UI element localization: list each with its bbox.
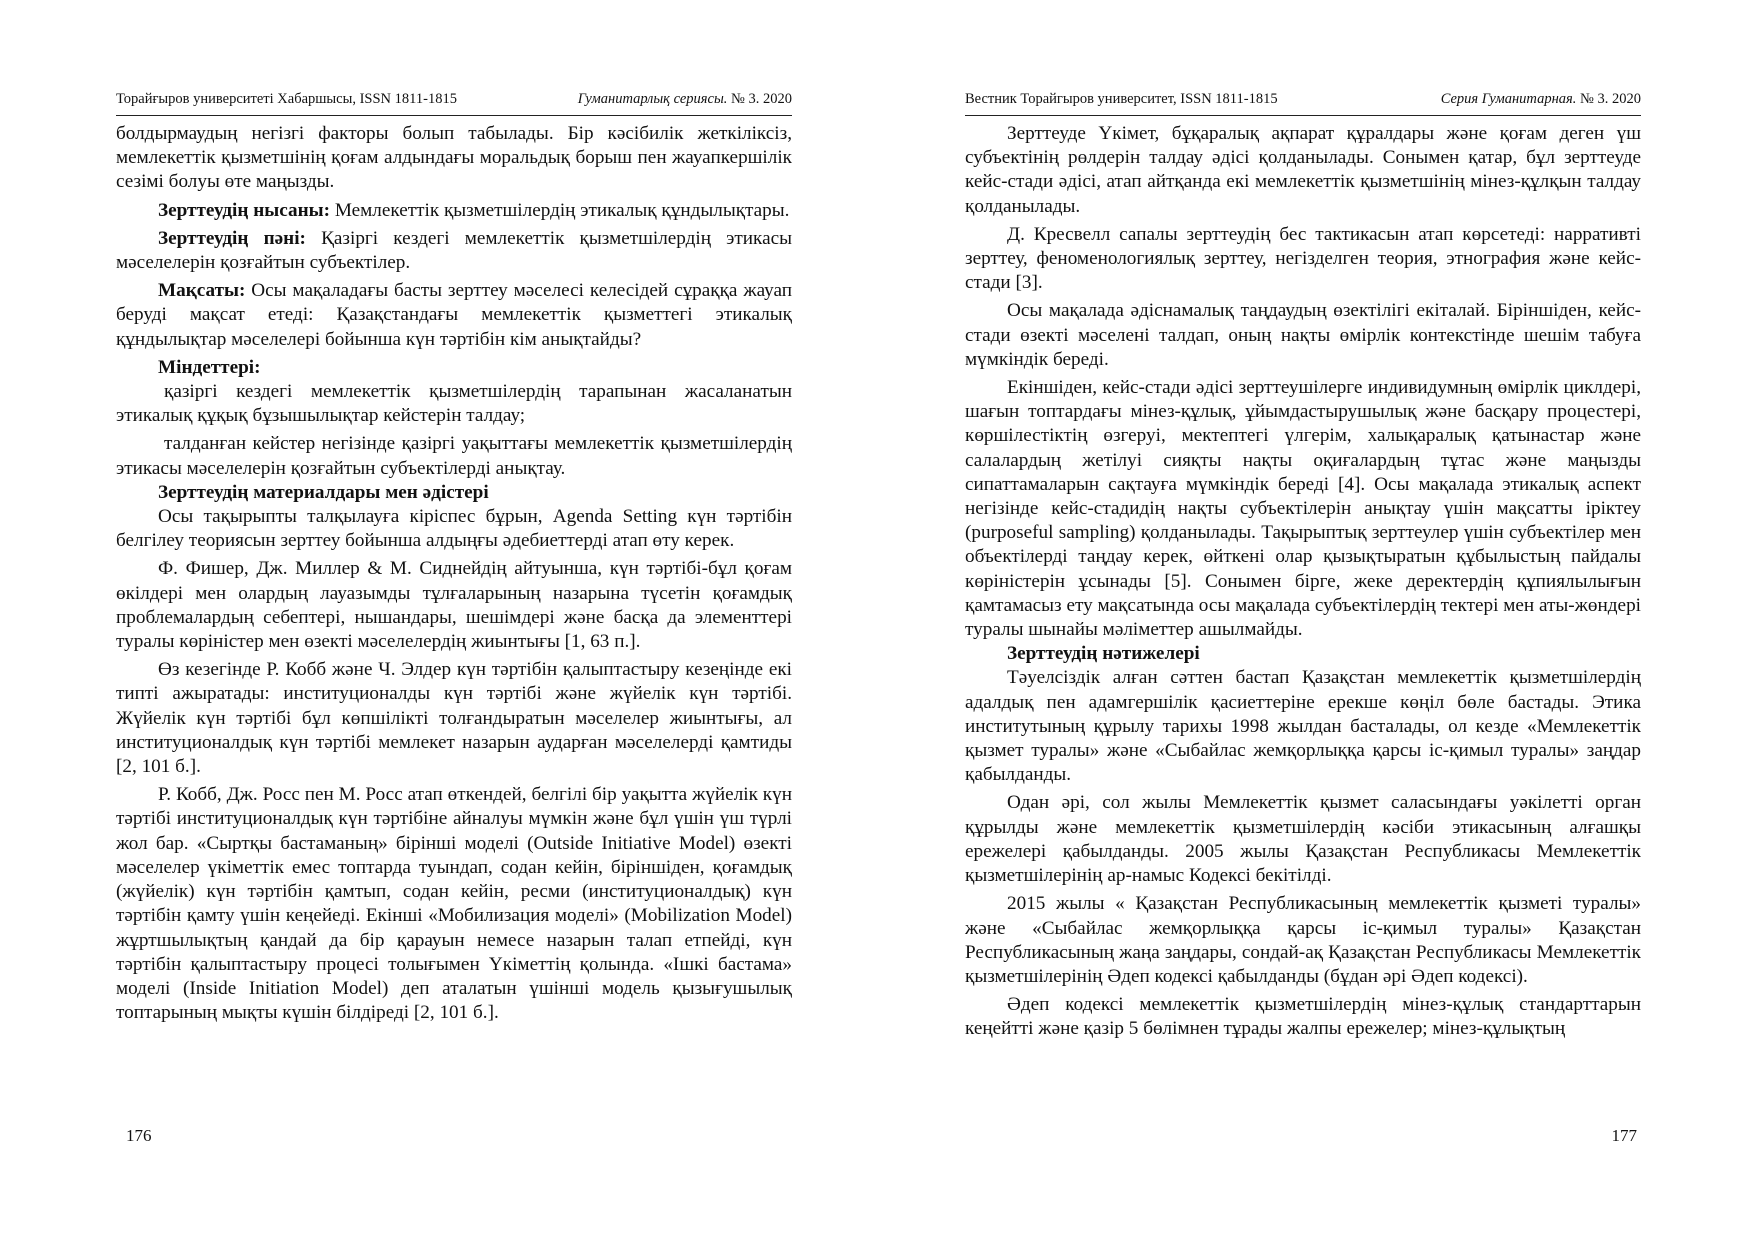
paragraph: Екіншіден, кейс-стади әдісі зерттеушілерге индивидумның өмірлік циклдері, шағын топтардағы мінез-құлық, ұйымдастырушылық және басқару процестері, көршілестіктің өзгеруі, мектептегі үлгерім, халықаралық қатынастар және салалардың жетілуі сияқты нақты оқиғалардың тұтас және маңызды сипаттамаларын сақтауға мүмкіндік береді [4]. Осы мақалада этикалық аспект негізінде кейс-стадидің нақты субъектілерін анықтау үшін мақсатты іріктеу (purposeful sampling) қолданылады. Тақырыптық зерттеулер үшін субъектілер мен объектілерді таңдау керек, өйткені олар қызықтыратын құбылыстың пайдалы көріністерін ұсынады [5]. Сонымен бірге, жеке деректердің құпиялылығын қамтамасыз ету мақсатында осы мақалада субъектілердің тектері мен аты-жөндері туралы шынайы мәліметтер ашылмайды. <box>965 377 1641 641</box>
bold-label: Зерттеудің пәні: <box>158 227 306 249</box>
running-header <box>116 91 792 116</box>
paragraph: Одан әрі, сол жылы Мемлекеттік қызмет саласындағы уәкілетті орган құрылды және мемлекеттік қызметшілердің кәсіби этикасының алғашқы ережелері қабылданды. 2005 жылы Қазақстан Республикасы Мемлекеттік қызметшілерінің ар-намыс Кодексі бекітілді. <box>965 792 1641 887</box>
issue-number: № 3. 2020 <box>1576 91 1641 107</box>
paragraph: Осы тақырыпты талқылауға кіріспес бұрын, Agenda Setting күн тәртібін белгілеу теориясын зерттеу бойынша алдыңғы әдебиеттерді атап өту керек. <box>116 506 792 552</box>
section-heading: Зерттеудің нәтижелері <box>1007 643 1200 665</box>
running-header <box>965 91 1641 116</box>
left-page <box>116 0 792 1241</box>
paragraph: 2015 жылы « Қазақстан Республикасының мемлекеттік қызметі туралы» және «Сыбайлас жемқорлыққа қарсы іс-қимыл туралы» Қазақстан Республикасының жаңа заңдары, сондай-ақ Қазақстан Республикасы Мемлекеттік қызметшілерінің Әдеп кодексі қабылданды (бұдан әрі Әдеп кодексі). <box>965 893 1641 987</box>
page-body <box>965 122 1641 1042</box>
paragraph: Зерттеудің нысаны: Мемлекеттік қызметшілердің этикалық құндылықтары. <box>158 199 790 221</box>
paragraph: Өз кезегінде Р. Кобб және Ч. Элдер күн тәртібін қалыптастыру кезеңінде екі типті ажыратады: институционалды күн тәртібі және жүйелік күн тәртібі. Жүйелік күн тәртібі бұл көпшілікті толғандыратын мәселелер жиынтығы, ал институционалдық күн тәртібі мемлекет назарын аударған мәселелерді қамтиды [2, 101 б.]. <box>116 659 792 778</box>
paragraph: Ф. Фишер, Дж. Миллер & М. Сиднейдің айтуынша, күн тәртібі-бұл қоғам өкілдері мен олардың лауазымды тұлғаларының назарына түсетін қоғамдық проблемалардың себептері, нышандары, шешімдері және басқа да элементтері туралы көріністер мен өзекті мәселелердің жиынтығы [1, 63 п.]. <box>116 558 792 653</box>
page-number: 176 <box>126 1126 152 1145</box>
series-name: Серия Гуманитарная. <box>1440 91 1577 107</box>
paragraph: Д. Кресвелл сапалы зерттеудің бес тактикасын атап көрсетеді: нарративті зерттеу, феноменологиялық зерттеу, негізделген теория, этнография және кейс-стади [3]. <box>965 223 1641 294</box>
section-heading: Зерттеудің материалдары мен әдістері <box>158 481 489 503</box>
paragraph: Осы мақалада әдіснамалық таңдаудың өзектілігі екіталай. Біріншіден, кейс-стади өзекті мәселені талдап, оның нақты өмірлік контекстінде шешім табуға мүмкіндік береді. <box>965 300 1641 370</box>
issue-number: № 3. 2020 <box>727 91 792 107</box>
section-heading: Міндеттері: <box>158 356 261 378</box>
page-body <box>116 122 792 1025</box>
paragraph: Р. Кобб, Дж. Росс пен М. Росс атап өткендей, белгілі бір уақытта жүйелік күн тәртібі институционалдық күн тәртібіне айналуы мүмкін және бұл үшін үш түрлі жол бар. «Сыртқы бастаманың» бірінші моделі (Outside Initiative Model) өзекті мәселелер үкіметтік емес топтарда туындап, содан кейін, біріншіден, қоғамдық (жүйелік) күн тәртібін қамтып, содан кейін, ресми (институционалдық) күн тәртібін қамту үшін кеңейеді. Екінші «Мобилизация моделі» (Mobilization Model) жұртшылықтың қандай да бір қарауын немесе назарын талап етпейді, күн тәртібін қалыптастыру процесі толығымен Үкіметтің қолында. «Ішкі бастама» моделі (Inside Initiation Model) деп аталатын үшінші модель қызығушылық топтарының мықты күшін білдіреді [2, 101 б.]. <box>116 784 792 1024</box>
series-info <box>578 91 792 108</box>
list-item: талданған кейстер негізінде қазіргі уақыттағы мемлекеттік қызметшілердің этикасы мәселелерін қозғайтын субъектілерді анықтау. <box>116 433 792 479</box>
page-number: 177 <box>1611 1126 1637 1145</box>
series-name: Гуманитарлық сериясы. <box>577 91 728 107</box>
paragraph: болдырмаудың негізгі факторы болып табылады. Бір кәсібилік жеткіліксіз, мемлекеттік қызметшінің қоғам алдындағы моральдық борыш пен жауапкершілік сезімі болуы өте маңызды. <box>116 123 792 193</box>
series-info <box>1441 91 1641 108</box>
list-item: қазіргі кездегі мемлекеттік қызметшілердің тарапынан жасаланатын этикалық құқық бұзышылықтар кейстерін талдау; <box>116 381 792 427</box>
paragraph: Тәуелсіздік алған сәттен бастап Қазақстан мемлекеттік қызметшілердің адалдық пен адамгершілік қасиеттеріне ерекше көңіл бөле бастады. Этика институтының құрылу тарихы 1998 жылдан басталады, ол кезде «Мемлекеттік қызмет туралы» және «Сыбайлас жемқорлыққа қарсы іс-қимыл туралы» заңдар қабылданды. <box>965 667 1641 786</box>
journal-title: Вестник Торайгыров университет, ISSN 1811-1815 <box>965 91 1278 107</box>
paragraph: Зерттеудің пәні: Қазіргі кездегі мемлекеттік қызметшілердің этикасы мәселелерін қозғайтын субъектілер. <box>116 227 793 274</box>
paragraph: Әдеп кодексі мемлекеттік қызметшілердің мінез-құлық стандарттарын кеңейтті және қазір 5 бөлімнен тұрады жалпы ережелер; мінез-құлықтың <box>965 994 1641 1040</box>
paragraph: Мақсаты: Осы мақаладағы басты зерттеу мәселесі келесідей сұраққа жауап беруді мақсат етеді: Қазақстандағы мемлекеттік қызметтегі этикалық құндылықтар мәселелері бойынша күн тәртібін кім анықтайды? <box>116 280 792 350</box>
journal-title: Торайғыров университеті Хабаршысы, ISSN 1811-1815 <box>116 91 457 107</box>
bold-label: Мақсаты: <box>158 280 246 302</box>
paragraph: Зерттеуде Үкімет, бұқаралық ақпарат құралдары және қоғам деген үш субъектінің рөлдерін талдау әдісі қолданылады. Сонымен қатар, бұл зерттеуде кейс-стади әдісі, атап айтқанда екі мемлекеттік қызметшінің мінез-құлқын талдау қолданылады. <box>965 123 1641 217</box>
bold-label: Зерттеудің нысаны: <box>158 199 331 221</box>
right-page <box>965 0 1641 1241</box>
